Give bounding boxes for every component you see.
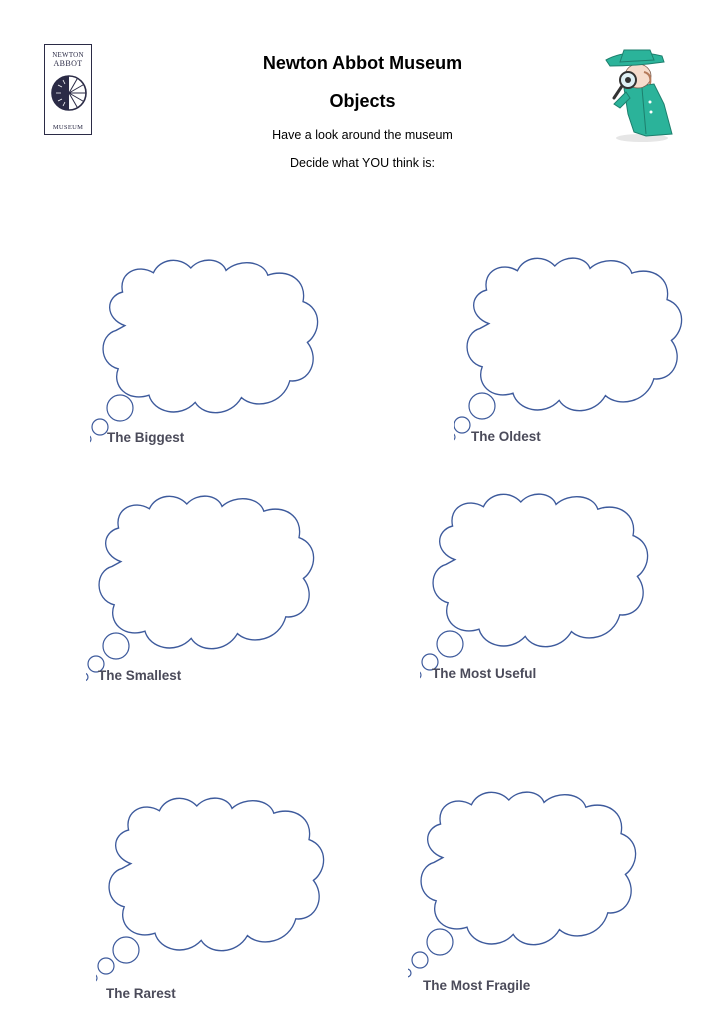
prompt-label-biggest: The Biggest (107, 430, 185, 445)
thought-cloud-most-useful (420, 486, 650, 686)
prompt-label-rarest: The Rarest (106, 986, 176, 1001)
prompt-label-smallest: The Smallest (98, 668, 182, 683)
instruction-text-2: Decide what YOU think is: (290, 156, 435, 170)
logo-text-museum: MUSEUM (52, 124, 84, 131)
prompt-label-most-useful: The Most Useful (432, 666, 537, 681)
thought-cloud-rarest (96, 790, 326, 990)
instruction-text-1: Have a look around the museum (272, 128, 453, 142)
prompt-label-oldest: The Oldest (471, 429, 541, 444)
thought-cloud-biggest (90, 252, 320, 452)
page-title: Newton Abbot Museum (262, 53, 463, 73)
logo-text-abbot: ABBOT (53, 59, 83, 68)
detective-mascot-illustration (598, 44, 678, 144)
logo-text-newton: NEWTON (52, 51, 84, 59)
thought-cloud-smallest (86, 488, 316, 688)
thought-cloud-most-fragile (408, 784, 638, 984)
thought-cloud-oldest (454, 250, 684, 450)
prompt-label-most-fragile: The Most Fragile (423, 978, 531, 993)
page-subtitle: Objects (329, 91, 396, 111)
